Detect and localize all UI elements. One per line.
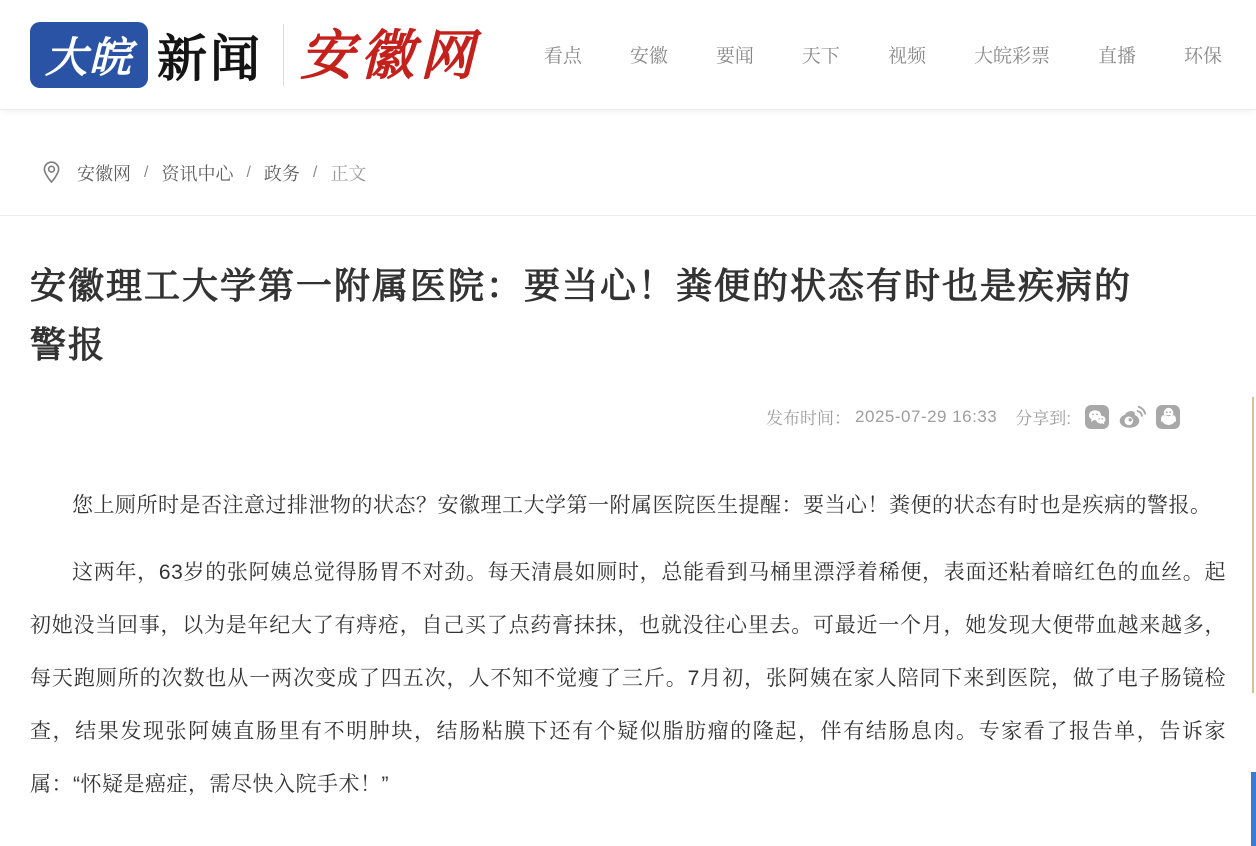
nav-item-kandian[interactable]: 看点 — [543, 46, 582, 67]
dawan-news-text: 新闻 — [157, 30, 263, 87]
crumb-home[interactable]: 安徽网 — [77, 163, 131, 184]
publish-time-label: 发布时间： — [766, 409, 852, 428]
main-nav — [544, 41, 1226, 68]
breadcrumb-bar — [0, 110, 1256, 216]
weibo-share-icon[interactable] — [1119, 405, 1146, 429]
site-logo[interactable] — [30, 19, 480, 91]
location-pin-icon — [42, 161, 61, 184]
article-paragraph: 这两年，63岁的张阿姨总觉得肠胃不对劲。每天清晨如厕时，总能看到马桶里漂浮着稀便，表面还粘着暗红色的血丝。起初她没当回事，以为是年纪大了有痔疮，自己买了点药膏抹抹，也就没往心里去。可最近一个月，她发现大便带血越来越多，每天跑厕所的次数也从一两次变成了四五次，人不知不觉瘦了三斤。7月初，张阿姨在家人陪同下来到医院，做了电子肠镜检查，结果发现张阿姨直肠里有不明肿块，结肠粘膜下还有个疑似脂肪瘤的隆起，伴有结肠息肉。专家看了报告单，告诉家属：“怀疑是癌症，需尽快入院手术！” — [30, 561, 1226, 796]
crumb-separator: / — [144, 163, 149, 181]
crumb-separator: / — [246, 163, 251, 181]
nav-item-caipiao[interactable]: 大皖彩票 — [973, 46, 1050, 67]
nav-item-huanbao[interactable]: 环保 — [1183, 46, 1222, 67]
breadcrumb — [42, 160, 366, 186]
logo-divider — [283, 24, 284, 86]
article-body — [30, 479, 1226, 811]
crumb-zhengwu[interactable]: 政务 — [263, 163, 300, 184]
share-to-label: 分享到: — [1015, 409, 1071, 428]
nav-item-zhibo[interactable]: 直播 — [1097, 46, 1136, 67]
site-header — [0, 0, 1256, 110]
article — [30, 256, 1226, 811]
crumb-news-center[interactable]: 资讯中心 — [161, 163, 234, 184]
crumb-current-page: 正文 — [330, 163, 367, 184]
article-paragraph: 您上厕所时是否注意过排泄物的状态？安徽理工大学第一附属医院医生提醒：要当心！粪便的状态有时也是疾病的警报。 — [72, 494, 1212, 517]
floating-widget-edge-blue — [1251, 772, 1256, 846]
publish-time-value: 2025-07-29 16:33 — [855, 406, 998, 426]
nav-item-anhui[interactable]: 安徽 — [629, 46, 668, 67]
nav-item-yaowen[interactable]: 要闻 — [715, 46, 754, 67]
dawan-badge-text: 大皖 — [44, 32, 133, 82]
floating-widget-edge-tan — [1252, 397, 1254, 693]
share-icons — [1085, 405, 1180, 429]
anhuiwang-logo-text: 安徽网 — [300, 22, 480, 87]
qq-share-icon[interactable] — [1156, 405, 1180, 429]
dawan-logo-badge — [30, 22, 148, 88]
crumb-separator: / — [312, 163, 318, 181]
article-title: 安徽理工大学第一附属医院：要当心！粪便的状态有时也是疾病的警报 — [30, 265, 1133, 365]
nav-item-tianxia[interactable]: 天下 — [801, 46, 840, 67]
nav-item-shipin[interactable]: 视频 — [887, 46, 926, 67]
wechat-share-icon[interactable] — [1085, 405, 1109, 429]
article-meta-row — [30, 404, 1226, 429]
